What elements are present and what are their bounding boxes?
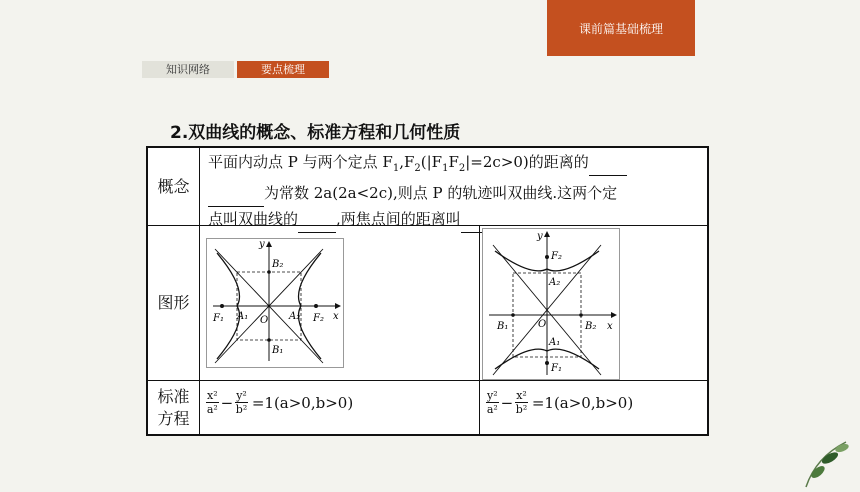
fraction [515, 389, 528, 416]
tab-bar [142, 61, 329, 78]
graph-label: B₁ [272, 345, 284, 356]
concept-text-part: 点叫双曲线的 [208, 210, 299, 228]
concept-text-part: 为常数 2a(2a<2c),则点 P 的轨迹叫双曲线.这两个定 [264, 184, 618, 202]
graph-label: A₁ [549, 337, 561, 348]
graph-label: O [538, 319, 547, 330]
graph-label: F₂ [551, 251, 562, 262]
denominator: a² [486, 403, 498, 416]
leaf-decoration-icon [786, 432, 860, 492]
numerator: y² [487, 389, 498, 402]
graph-label: B₁ [497, 321, 509, 332]
graph-label: A₂ [549, 277, 561, 288]
equation-condition: =1(a>0,b>0) [251, 393, 354, 412]
graph-label: A₁ [237, 311, 249, 322]
hyperbola-table [146, 146, 709, 436]
equation-condition: =1(a>0,b>0) [531, 393, 634, 412]
fraction [235, 389, 248, 416]
graph-label: B₂ [272, 259, 284, 270]
numerator: x² [207, 389, 218, 402]
minus-sign: − [500, 393, 514, 412]
vertical-hyperbola-equation [484, 389, 633, 416]
numerator: y² [236, 389, 247, 402]
concept-text-part: ,两焦点间的距离叫 [336, 210, 461, 228]
section-title-text: .双曲线的概念、标准方程和几何性质 [181, 123, 461, 143]
denominator: b² [515, 403, 528, 416]
figure-row [148, 226, 707, 381]
figure-left-cell [200, 226, 480, 380]
graph-label: B₂ [585, 321, 597, 332]
concept-label: 概念 [148, 148, 200, 225]
graph-label: x [333, 311, 339, 322]
equation-label: 标准 方程 [148, 381, 200, 434]
concept-text: 平面内动点 P 与两个定点 $F_1,F_2(|F_1F_2|=2c>0)$的距离的 为常数 2a(2a<2c),则点 P 的轨迹叫双曲线.这两个定 点叫双曲线的 ,两焦点间的距离叫 [208, 150, 703, 233]
horizontal-hyperbola-graph [206, 238, 344, 368]
equation-right-cell [480, 381, 709, 434]
graph-label: F₁ [551, 363, 562, 374]
graph-label: y [537, 231, 543, 242]
tab-knowledge-network[interactable]: 知识网络 [142, 61, 234, 78]
denominator: b² [235, 403, 248, 416]
denominator: a² [206, 403, 218, 416]
equation-row [148, 381, 707, 434]
section-title [170, 118, 460, 143]
graph-label: F₁ [213, 313, 224, 324]
graph-label: O [260, 315, 269, 326]
fill-blank[interactable] [589, 150, 627, 176]
horizontal-hyperbola-equation [204, 389, 353, 416]
concept-text-part: (|F [420, 153, 443, 171]
graph-label: F₂ [313, 313, 324, 324]
graph-label: A₂ [289, 311, 301, 322]
minus-sign: − [220, 393, 234, 412]
section-number: 2 [170, 123, 182, 143]
tab-key-points[interactable]: 要点梳理 [237, 61, 329, 78]
concept-text-part: 平面内动点 P 与两个定点 F [208, 153, 393, 171]
numerator: x² [516, 389, 527, 402]
graph-label: y [259, 239, 265, 250]
vertical-hyperbola-graph [482, 228, 620, 380]
fraction [486, 389, 499, 416]
figure-label: 图形 [148, 226, 200, 380]
fill-blank[interactable] [208, 181, 264, 207]
section-badge: 课前篇基础梳理 [547, 0, 695, 56]
concept-row [148, 148, 707, 226]
concept-text-part: |=2c>0)的距离的 [465, 153, 589, 171]
graph-label: x [607, 321, 613, 332]
figure-right-cell [480, 226, 709, 380]
fraction [206, 389, 219, 416]
equation-left-cell [200, 381, 480, 434]
